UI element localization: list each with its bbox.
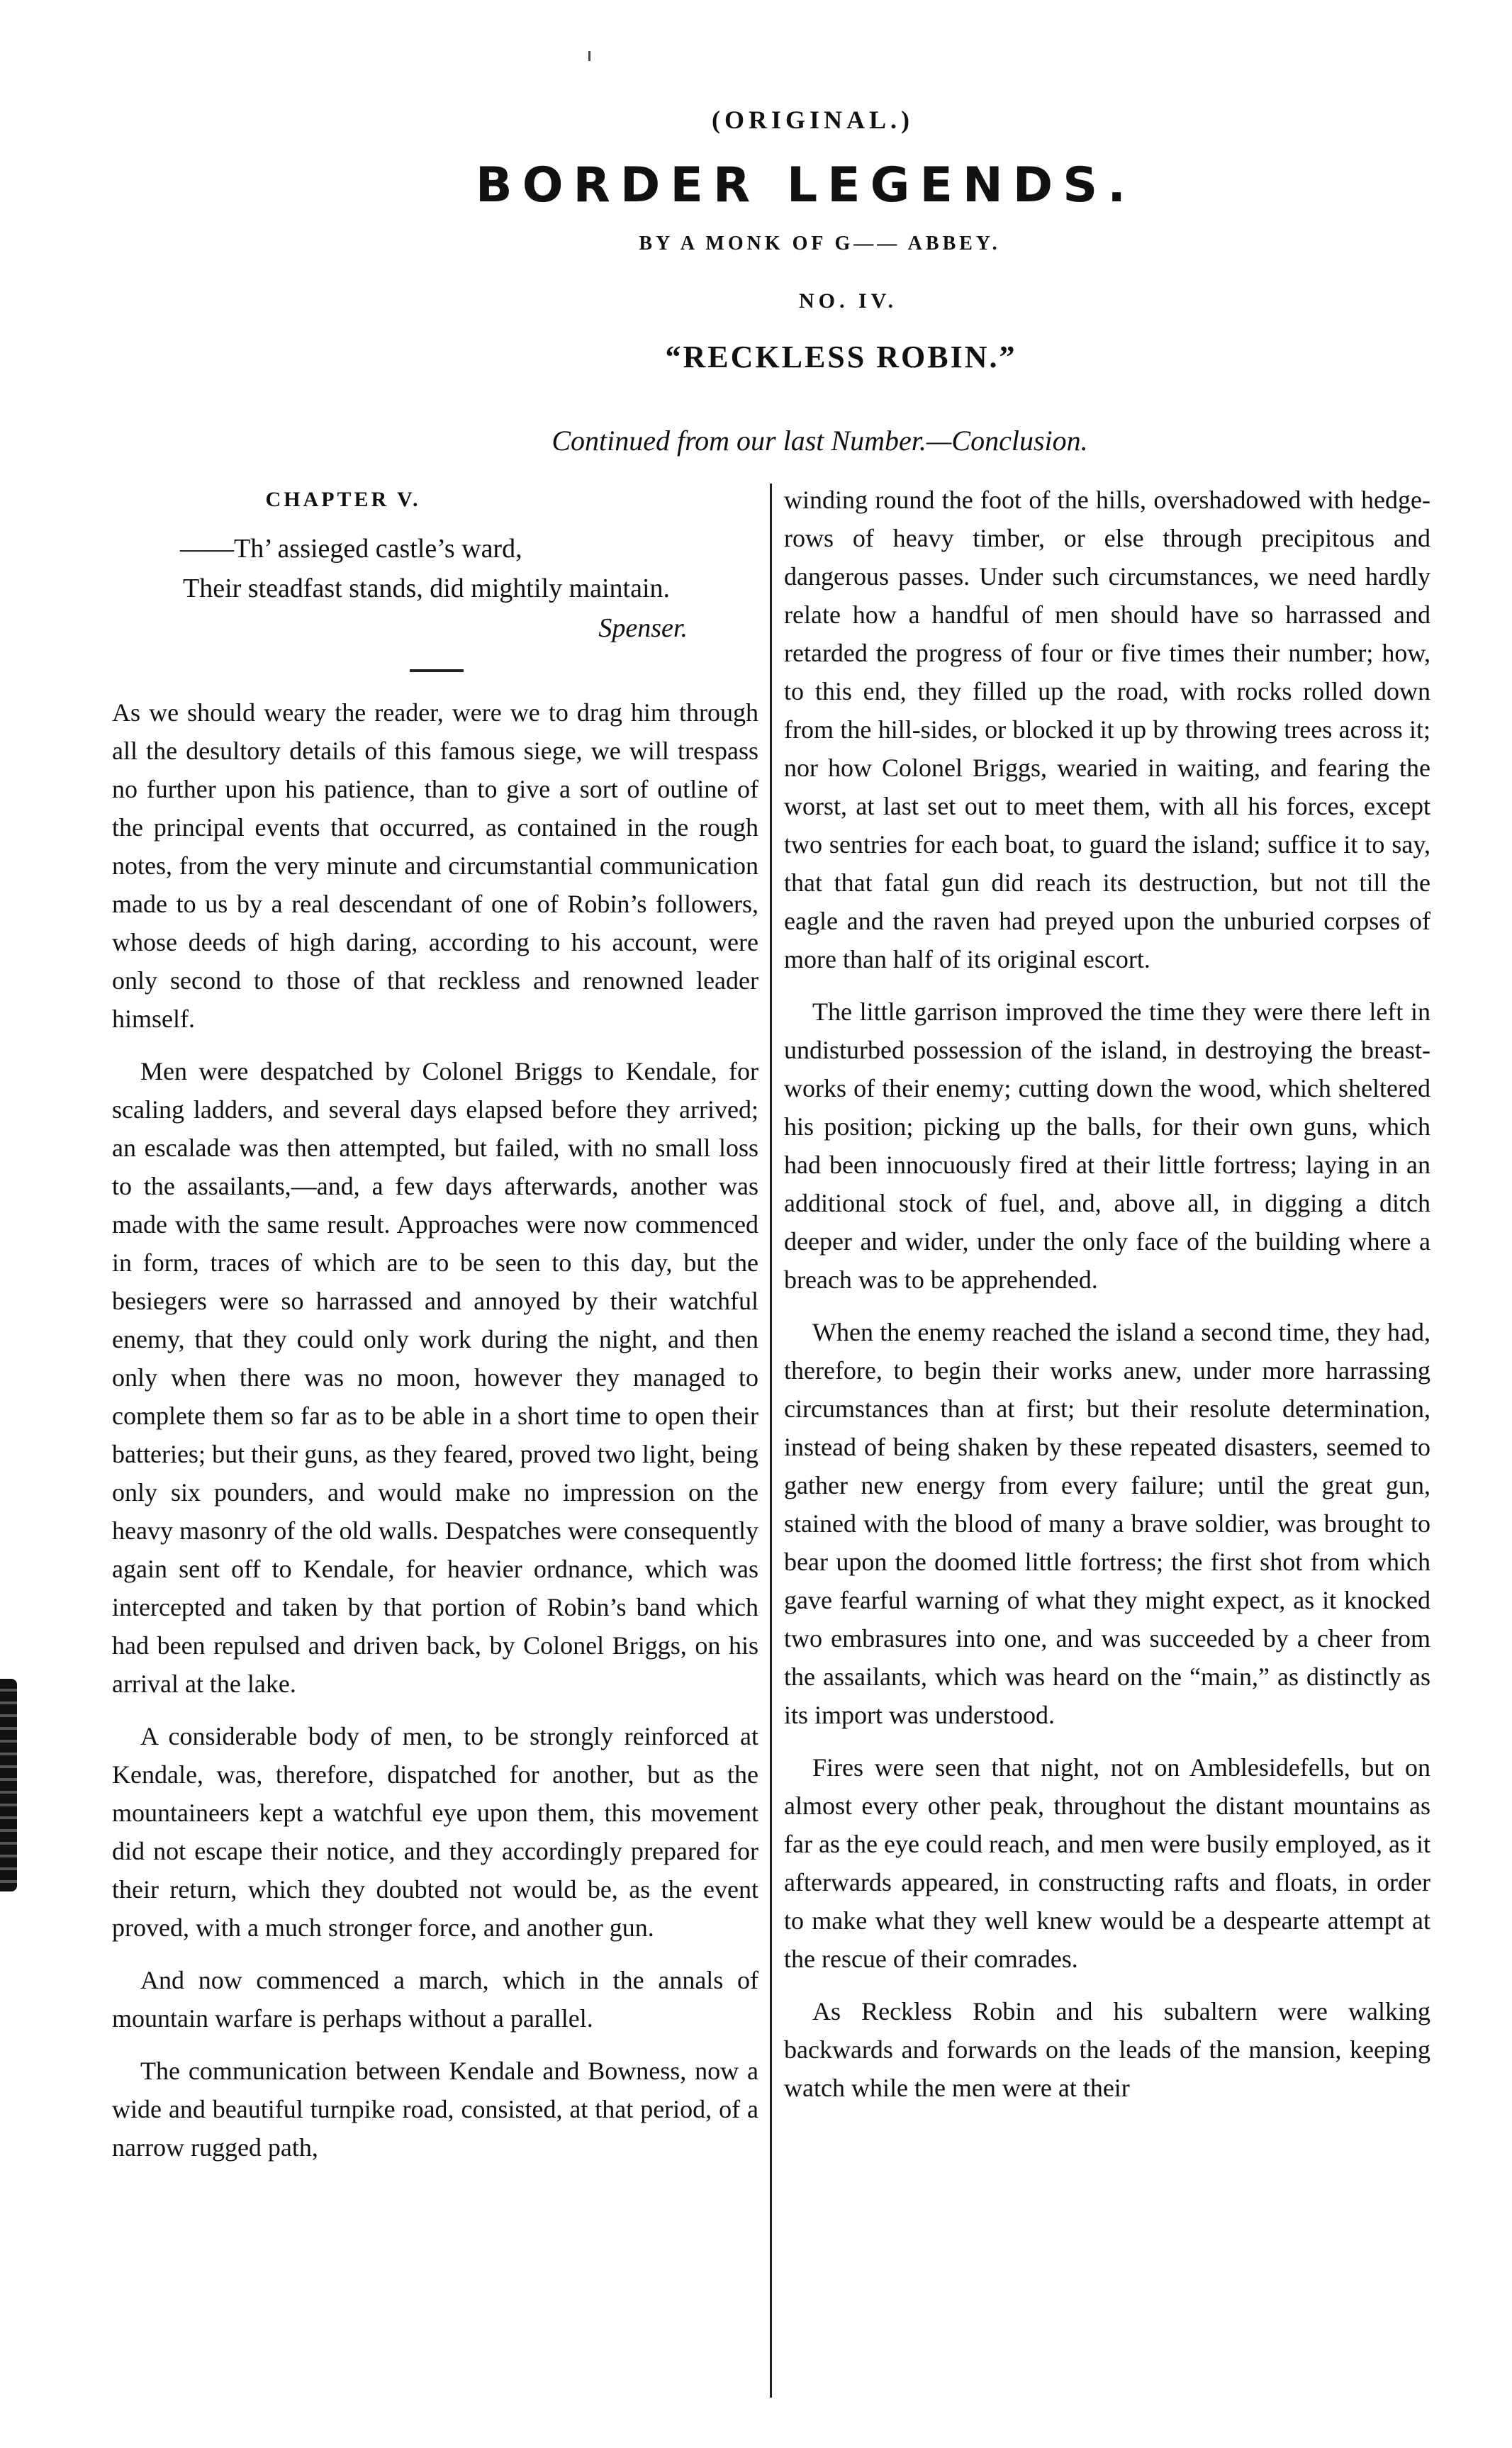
left-column bbox=[112, 481, 758, 2181]
paragraph: The communication between Kendale and Bowness, now a wide and beautiful turnpike road, consisted, at that period, of a narrow rugged path, bbox=[112, 2057, 758, 2162]
paragraph: And now commenced a march, which in the annals of mountain warfare is perhaps without a parallel. bbox=[112, 1966, 758, 2033]
original-tag: (ORIGINAL.) bbox=[711, 106, 914, 134]
paragraph: As Reckless Robin and his subaltern were walking backwards and forwards on the leads of the mansion, keeping watch while the men were at their bbox=[784, 1997, 1430, 2102]
epigraph-line-1: ——Th’ assieged castle’s ward, bbox=[180, 534, 522, 564]
byline: BY A MONK OF G—— ABBEY. bbox=[639, 233, 1001, 255]
epigraph-line-2: Their steadfast stands, did mightily maintain. bbox=[183, 574, 671, 603]
page-title: BORDER LEGENDS. bbox=[475, 157, 1136, 213]
paragraph: When the enemy reached the island a second time, they had, therefore, to begin their works anew, under more harrassing circumstances than at first; but their resolute determination, instead of being shaken by these repeated disasters, seemed to gather new energy from every failure; until the great gun, stained with the blood of many a brave soldier, was brought to bear upon the doomed little fortress; the first shot from which gave fearful warning of what they might expect, as it knocked two embrasures into one, and was succeeded by a cheer from the assailants, which was heard on the “main,” as distinctly as its import was understood. bbox=[784, 1318, 1430, 1729]
binding-edge-mark bbox=[0, 1679, 17, 1891]
continued-note: Continued from our last Number.—Conclusion. bbox=[551, 425, 1088, 457]
section-divider bbox=[410, 669, 464, 672]
right-column bbox=[784, 481, 1430, 2121]
paragraph: A considerable body of men, to be strongly reinforced at Kendale, was, therefore, dispatched for another, but as the mountaineers kept a watchful eye upon them, this movement did not escape their notice, and they accordingly prepared for their return, which they doubted not would be, as the event proved, with a much stronger force, and another gun. bbox=[112, 1722, 758, 1942]
print-speck bbox=[588, 51, 590, 61]
issue-number: NO. IV. bbox=[799, 289, 897, 313]
paragraph: The little garrison improved the time they were there left in undisturbed possession of the island, in destroying the breast-works of their enemy; cutting down the wood, which sheltered his position; picking up the balls, for their own guns, which had been innocuously fired at their little fortress; laying in an additional stock of fuel, and, above all, in digging a ditch deeper and wider, under the only face of the building where a breach was to be apprehended. bbox=[784, 997, 1430, 1294]
chapter-heading: CHAPTER V. bbox=[265, 488, 421, 511]
paragraph: Men were despatched by Colonel Briggs to Kendale, for scaling ladders, and several days elapsed before they arrived; an escalade was then attempted, but failed, with no small loss to the assailants,—and, a few days afterwards, another was made with the same result. Approaches were now commenced in form, traces of which are to be seen to this day, but the besiegers were so harrassed and annoyed by their watchful enemy, that they could only work during the night, and then only when there was no moon, however they managed to complete them so far as to be able in a short time to open their batteries; but their guns, as they feared, proved two light, being only six pounders, and would make no impression on the heavy masonry of the old walls. Despatches were consequently again sent off to Kendale, for heavier ordnance, which was intercepted and taken by that portion of Robin’s band which had been repulsed and driven back, by Colonel Briggs, on his arrival at the lake. bbox=[112, 1057, 758, 1698]
column-divider bbox=[770, 484, 772, 2398]
paragraph: As we should weary the reader, were we to drag him through all the desultory details of this famous siege, we will trespass no further upon his patience, than to give a sort of outline of the principal events that occurred, as contained in the rough notes, from the very minute and circumstantial communication made to us by a real descendant of one of Robin’s followers, whose deeds of high daring, according to his account, were only second to those of that reckless and renowned leader himself. bbox=[112, 698, 758, 1033]
epigraph-attribution: Spenser. bbox=[598, 613, 688, 643]
paragraph: Fires were seen that night, not on Amblesidefells, but on almost every other peak, throughout the distant mountains as far as the eye could reach, and men were busily employed, as it afterwards appeared, in constructing rafts and floats, in order to make what they well knew would be a despearte attempt at the rescue of their comrades. bbox=[784, 1753, 1430, 1973]
paragraph: winding round the foot of the hills, overshadowed with hedge-rows of heavy timber, or else through precipitous and dangerous passes. Under such circumstances, we need hardly relate how a handful of men should have so harrassed and retarded the progress of four or five times their number; how, to this end, they filled up the road, with rocks rolled down from the hill-sides, or blocked it up by throwing trees across it; nor how Colonel Briggs, wearied in waiting, and fearing the worst, at last set out to meet them, with all his forces, except two sentries for each boat, to guard the island; suffice it to say, that that fatal gun did reach its destruction, but not till the eagle and the raven had preyed upon the unburied corpses of more than half of its original escort. bbox=[784, 486, 1430, 973]
story-title: “RECKLESS ROBIN.” bbox=[665, 340, 1017, 374]
